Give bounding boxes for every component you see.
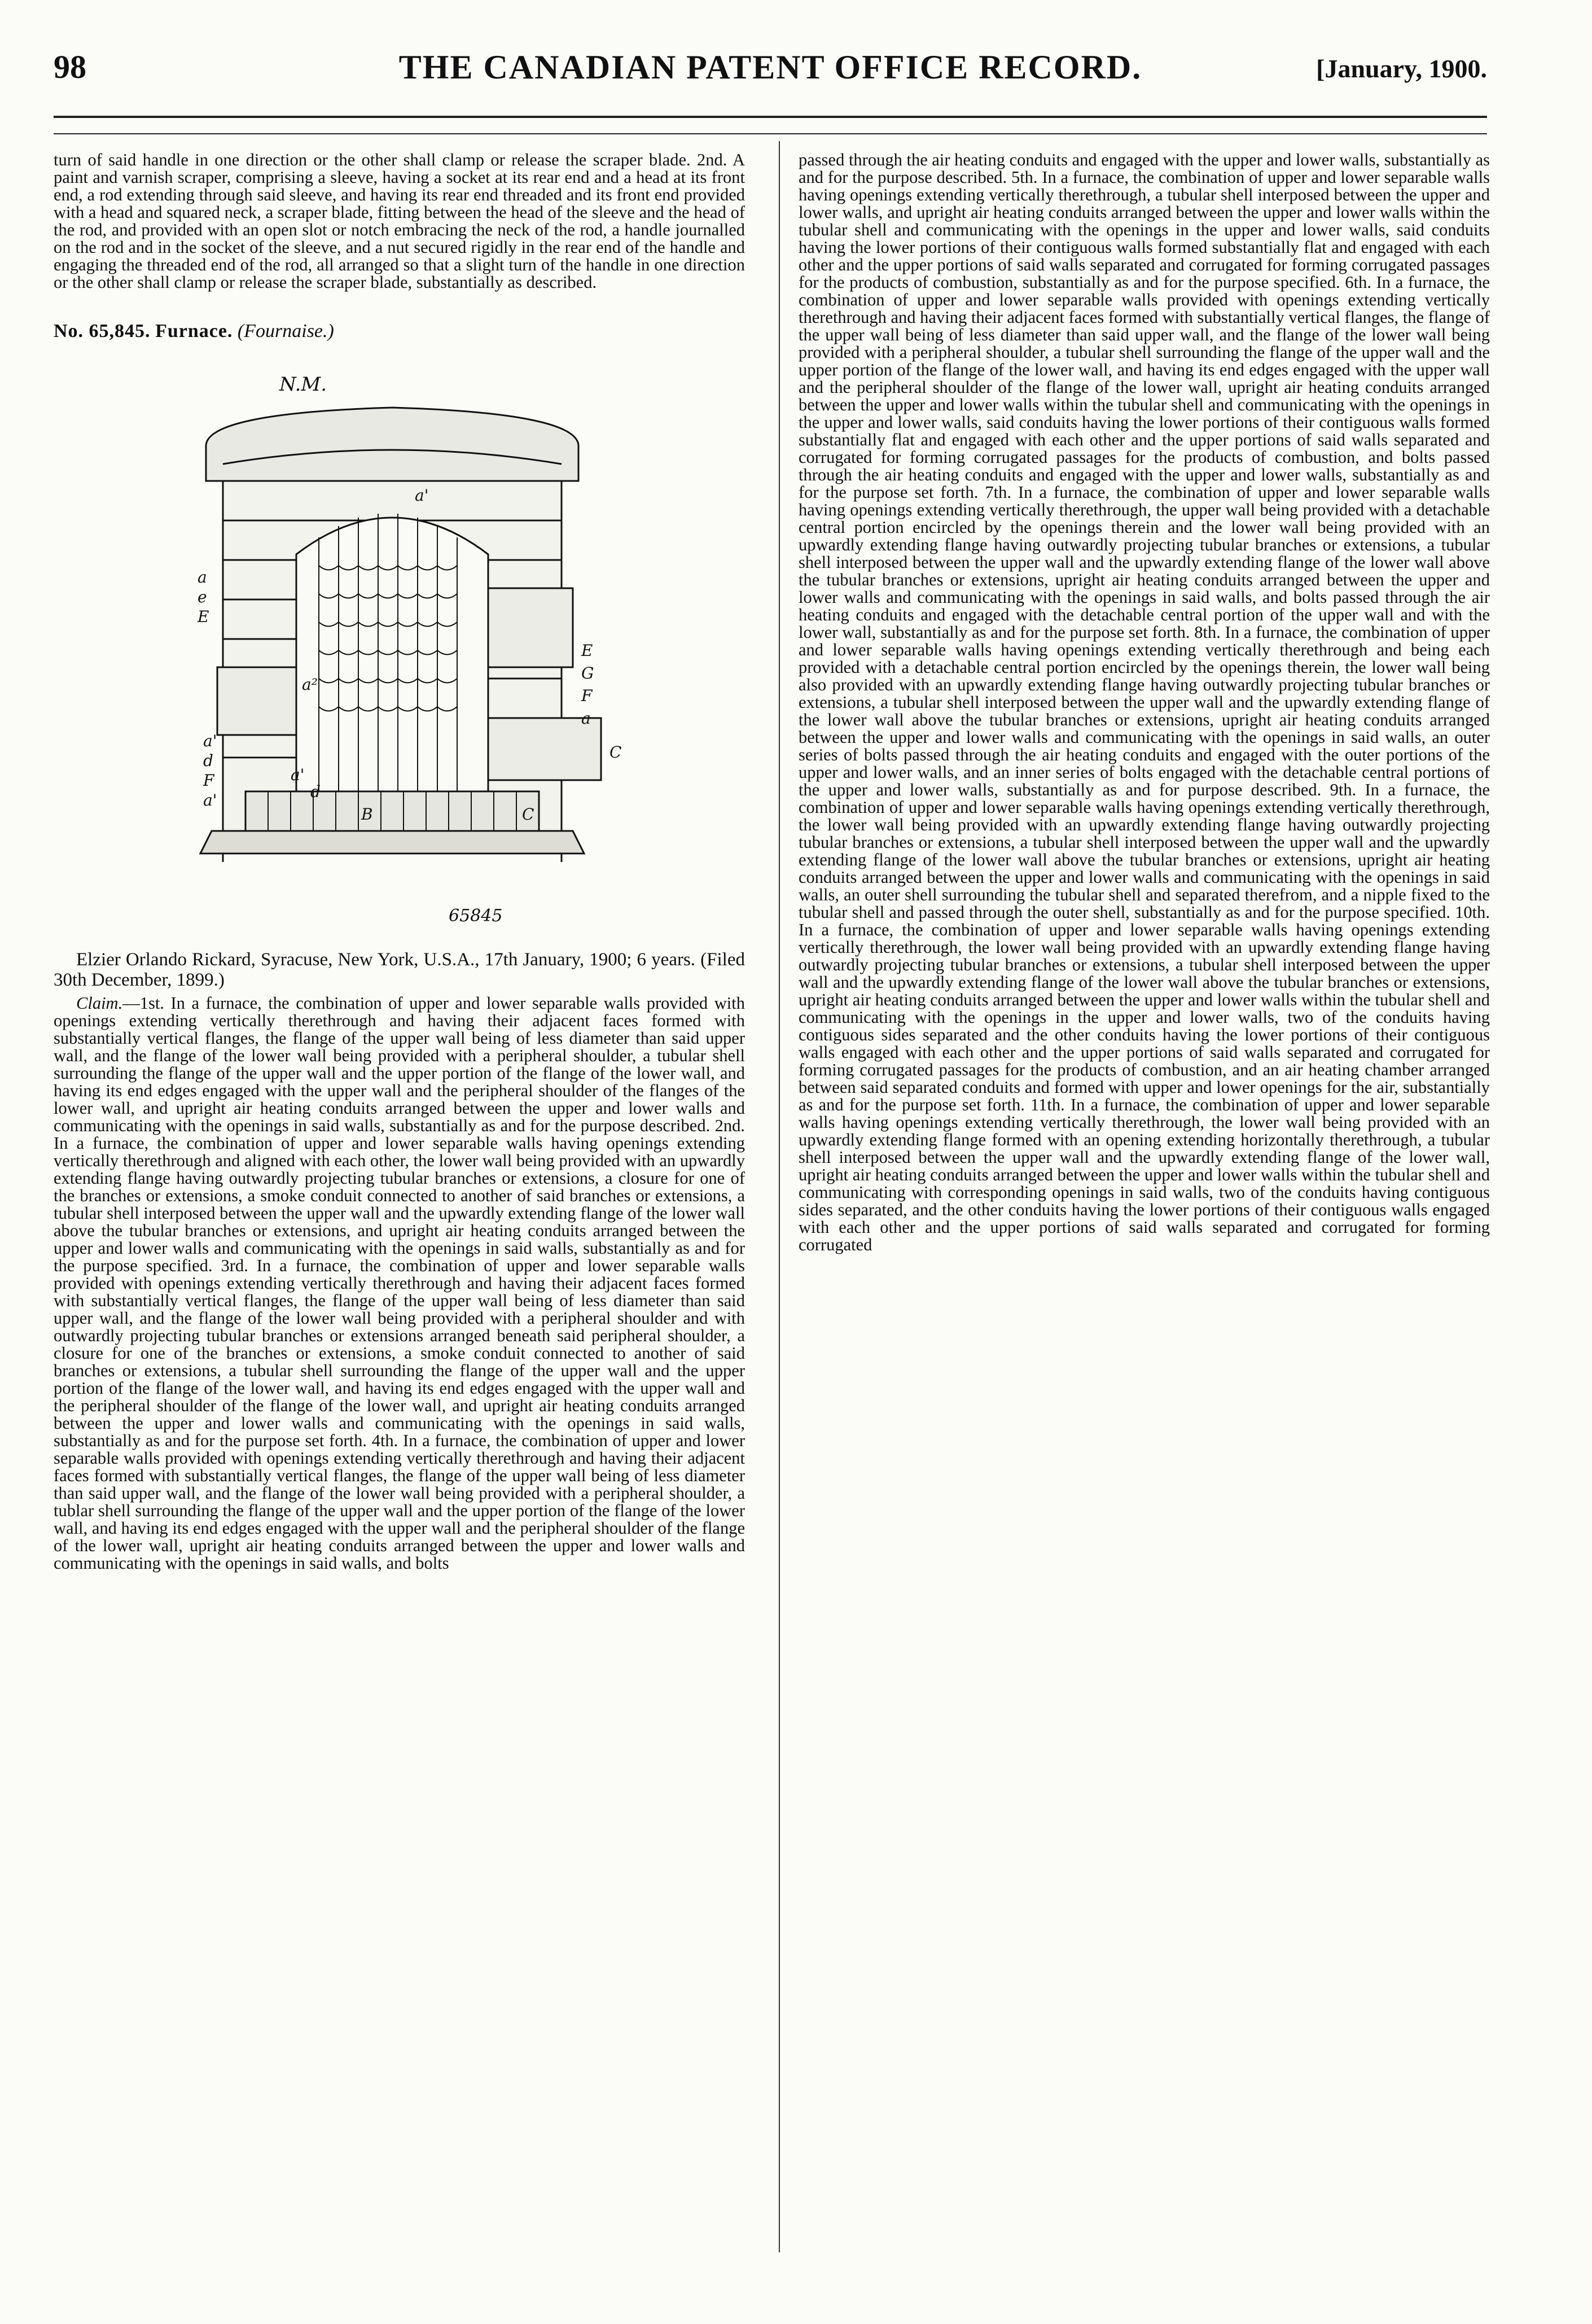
figure-label-2: a [198, 568, 207, 587]
column-divider [779, 141, 780, 2252]
header-rule [54, 116, 1487, 118]
patent-title-french: (Fournaise.) [237, 321, 334, 342]
figure-label-4: E [198, 607, 209, 626]
figure-label-9: a' [203, 791, 217, 809]
figure-label-18: C [522, 805, 534, 824]
figure-label-13: G [581, 664, 594, 682]
figure-label-17: B [361, 805, 373, 824]
figure-label-11: d [310, 782, 321, 801]
patent-heading [54, 322, 745, 340]
figure-signature: N.M. [279, 373, 327, 396]
furnace-drawing [54, 351, 745, 944]
claims-label: Claim. [76, 994, 123, 1013]
figure-label-16: C [609, 743, 622, 761]
continued-claim-text: turn of said handle in one direction or the other shall clamp or release the scraper blade. 2nd. A paint and varnish scraper, comprising a sleeve, having a socket at its rear end and a head at its front end, a rod extending through said sleeve, and having its rear end threaded and its front end provided with a head and squared neck, a scraper blade, fitting between the head of the sleeve and the head of the rod, and provided with an open slot or notch embracing the neck of the rod, a handle journalled on the rod and in the socket of the sleeve, and a nut secured rigidly in the rear end of the handle and engaging the threaded end of the rod, all arranged so that a slight turn of the handle in one direction or the other shall clamp or release the scraper blade, substantially as described. [54, 150, 745, 292]
figure-label-14: F [581, 686, 593, 705]
furnace-figure [54, 351, 745, 944]
inventor-info: Elzier Orlando Rickard, Syracuse, New York, U.S.A., 17th January, 1900; 6 years. (Filed 30th December, 1899.) [54, 949, 745, 990]
figure-label-10: a' [291, 765, 305, 784]
issue-date: [January, 1900. [1316, 54, 1487, 83]
page-number: 98 [54, 49, 86, 85]
journal-title: THE CANADIAN PATENT OFFICE RECORD. [398, 49, 1142, 86]
patent-number: No. 65,845. [54, 321, 151, 342]
figure-number: 65845 [449, 906, 503, 926]
left-column [54, 151, 745, 1572]
figure-label-15: a [581, 709, 591, 728]
patent-title: Furnace. [155, 321, 233, 342]
right-column-claims: passed through the air heating conduits and engaged with the upper and lower walls, substantially as and for the purpose described. 5th. In a furnace, the combination of upper and lower separable walls having openings extending vertically therethrough, a tubular shell interposed between the upper and lower walls, and upright air heating conduits arranged between the upper and lower walls within the tubular shell and communicating with the openings in the upper and lower walls, said conduits having the lower portions of their contiguous walls formed substantially flat and engaged with each other and the upper portions of said walls separated and corrugated for forming corrugated passages for the products of combustion, substantially as and for the purpose specified. 6th. In a furnace, the combination of upper and lower separable walls provided with openings extending vertically therethrough and having their adjacent faces formed with substantially vertical flanges, the flange of the upper wall being of less diameter than said upper wall, and the flange of the lower wall being provided with a peripheral shoulder, a tubular shell surrounding the flange of the upper wall and the upper portion of the flange of the lower wall, and having its end edges engaged with the upper wall and the peripheral shoulder of the flange of the lower wall, upright air heating conduits arranged between the upper and lower walls within the tubular shell and communicating with the openings in the upper and lower walls, said conduits having the lower portions of their contiguous walls formed substantially flat and engaged with each other and the upper portions of said walls separated and corrugated for forming corrugated passages for the products of combustion, and bolts passed through the air heating conduits and engaged with the upper and lower walls, substantially as and for the purpose set forth. 7th. In a furnace, the combination of upper and lower separable walls having openings extending vertically therethrough, the upper wall being provided with a detachable central portion encircled by the openings therein and the lower wall being provided with an upwardly extending flange having outwardly projecting tubular branches or extensions, a tubular shell interposed between the upper wall and the upwardly extending flange of the lower wall above the tubular branches or extensions, upright air heating conduits arranged between the upper and lower walls and communicating with the openings in said walls, and bolts passed through the air heating conduits and engaged with the detachable central portion of the upper wall and with the lower wall, substantially as and for the purpose set forth. 8th. In a furnace, the combination of upper and lower separable walls having openings extending vertically therethrough and being each provided with a detachable central portion encircled by the openings therein, the lower wall being also provided with an upwardly extending flange having outwardly projecting tubular branches or extensions, a tubular shell interposed between the upper wall and the upwardly extending flange of the lower wall above the tubular branches or extensions, upright air heating conduits arranged between the upper and lower walls and communicating with the openings in said walls, an outer series of bolts passed through the air heating conduits and engaged with the outer portions of the upper and lower walls, and an inner series of bolts engaged with the detachable central portions of the upper and lower walls, substantially as and for purpose described. 9th. In a furnace, the combination of upper and lower separable walls having openings extending vertically therethrough, the lower wall being provided with an upwardly extending flange having outwardly projecting tubular branches or extensions, a tubular shell interposed between the upper wall and the upwardly extending flange of the lower wall above the tubular branches or extensions, upright air heating conduits arranged between the upper and lower walls and communicating with the openings in said walls, an outer shell surrounding the tubular shell and separated therefrom, and a nipple fixed to the tubular shell and passed through the outer shell, substantially as and for the purpose specified. 10th. In a furnace, the combination of upper and lower separable walls having openings extending vertically therethrough, the lower wall being provided with an upwardly extending flange having outwardly projecting tubular branches or extensions, a tubular shell interposed between the upper wall and the upwardly extending flange of the lower wall above the tubular branches or extensions, upright air heating conduits arranged between the upper and lower walls within the tubular shell and communicating with the openings in the upper and lower walls, two of the conduits having contiguous sides separated and the other conduits having the lower portions of their contiguous walls engaged with each other and the upper portions of said walls separated and corrugated for forming corrugated passages for the products of combustion, and an air heating chamber arranged between said separated conduits and formed with upper and lower openings for the air, substantially as and for the purpose set forth. 11th. In a furnace, the combination of upper and lower separable walls having openings extending vertically therethrough, the lower wall being provided with an upwardly extending flange formed with an opening extending horizontally therethrough, a tubular shell interposed between the upper wall and the upwardly extending flange of the lower wall, upright air heating conduits arranged between the upper and lower walls within the tubular shell and communicating with corresponding openings in said walls, two of the conduits having contiguous sides separated, and the other conduits having the lower portions of their contiguous walls engaged with each other and the upper portions of said walls separated and corrugated for forming corrugated [799, 150, 1490, 1254]
figure-label-8: F [203, 771, 214, 790]
figure-label-7: d [203, 751, 213, 770]
header-rule-thin [54, 133, 1487, 134]
figure-label-12: E [581, 641, 593, 660]
claims-text: —1st. In a furnace, the combination of upper and lower separable walls provided with openings extending vertically therethrough and having their adjacent faces formed with substantially vertical flanges, the flange of the upper wall being of less diameter than said upper wall, and the flange of the lower wall being provided with a peripheral shoulder, a tubular shell surrounding the flange of the upper wall and the upper portion of the flange of the lower wall, and having its end edges engaged with the upper wall and the peripheral shoulder of the flanges of the lower wall, and upright air heating conduits arranged between the upper and lower walls and communicating with the openings in said walls, substantially as and for the purpose described. 2nd. In a furnace, the combination of upper and lower separable walls having openings extending vertically therethrough and aligned with each other, the lower wall being provided with an upwardly extending flange having outwardly projecting tubular branches or extensions, a closure for one of the branches or extensions, a smoke conduit connected to another of said branches or extensions, a tubular shell interposed between the upper wall and the upwardly extending flange of the lower wall above the tubular branches or extensions, and upright air heating conduits arranged between the upper and lower walls and communicating with the openings in said walls, substantially as and for the purpose specified. 3rd. In a furnace, the combination of upper and lower separable walls provided with openings extending vertically therethrough and having their adjacent faces formed with substantially vertical flanges, the flange of the upper wall being of less diameter than said upper wall, and the flange of the lower wall being provided with a peripheral shoulder and with outwardly projecting tubular branches or extensions arranged beneath said peripheral shoulder, a closure for one of the branches or extensions, a smoke conduit connected to another of said branches or extensions, a tubular shell surrounding the flange of the upper wall and the upper portion of the flange of the lower wall, and having its end edges engaged with the upper wall and the peripheral shoulder of the flange of the lower wall, and upright air heating conduits arranged between the upper and lower walls and communicating with the openings in said walls, substantially as and for the purpose set forth. 4th. In a furnace, the combination of upper and lower separable walls provided with openings extending vertically therethrough and having their adjacent faces formed with substantially vertical flanges, the flange of the upper wall being of less diameter than said upper wall, and the flange of the lower wall being provided with a peripheral shoulder, a tublar shell surrounding the flange of the upper wall and the upper portion of the flange of the lower wall, and having its end edges engaged with the upper wall and the peripheral shoulder of the flange of the lower wall, upright air heating conduits arranged between the upper and lower walls and communicating with the openings in said walls, and bolts [54, 994, 745, 1573]
figure-label-5: a² [302, 675, 318, 694]
figure-label-1: a' [415, 486, 429, 505]
claims-paragraph [54, 995, 745, 1572]
figure-label-6: a' [203, 732, 217, 750]
right-column [799, 151, 1490, 1254]
figure-label-3: e [198, 588, 207, 606]
page-header [54, 42, 1487, 104]
